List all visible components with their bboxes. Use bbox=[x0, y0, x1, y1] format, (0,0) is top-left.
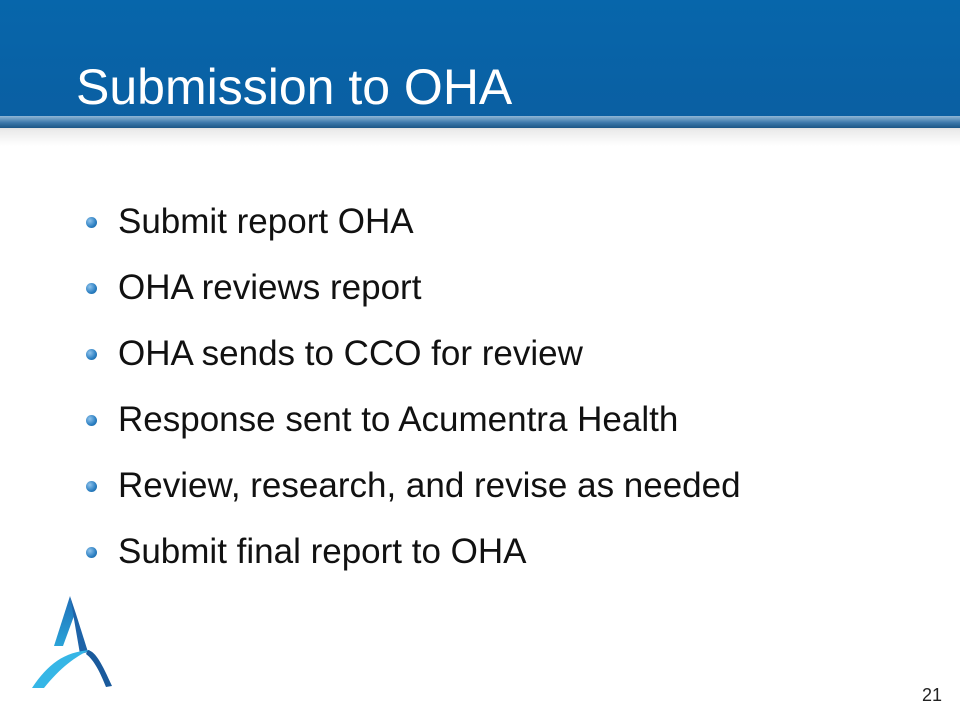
bullet-text: Response sent to Acumentra Health bbox=[118, 400, 679, 439]
bullet-item bbox=[86, 519, 741, 585]
bullet-text: Submit final report to OHA bbox=[118, 532, 527, 571]
bullet-text: OHA reviews report bbox=[118, 268, 422, 307]
page-number: 21 bbox=[921, 685, 942, 705]
bullet-icon bbox=[86, 481, 97, 492]
bullet-text: Review, research, and revise as needed bbox=[118, 466, 741, 505]
bullet-icon bbox=[86, 283, 97, 294]
title-bar-stripe bbox=[0, 116, 960, 128]
acumentra-logo-icon bbox=[30, 594, 120, 690]
bullet-item bbox=[86, 387, 741, 453]
bullet-icon bbox=[86, 349, 97, 360]
slide-title: Submission to OHA bbox=[76, 59, 513, 115]
bullet-item bbox=[86, 321, 741, 387]
bullet-item bbox=[86, 255, 741, 321]
bullet-item bbox=[86, 453, 741, 519]
bullet-text: Submit report OHA bbox=[118, 202, 414, 241]
bullet-list bbox=[86, 189, 741, 585]
bullet-item bbox=[86, 189, 741, 255]
bullet-icon bbox=[86, 217, 97, 228]
bullet-icon bbox=[86, 547, 97, 558]
bullet-icon bbox=[86, 415, 97, 426]
bullet-text: OHA sends to CCO for review bbox=[118, 334, 583, 373]
